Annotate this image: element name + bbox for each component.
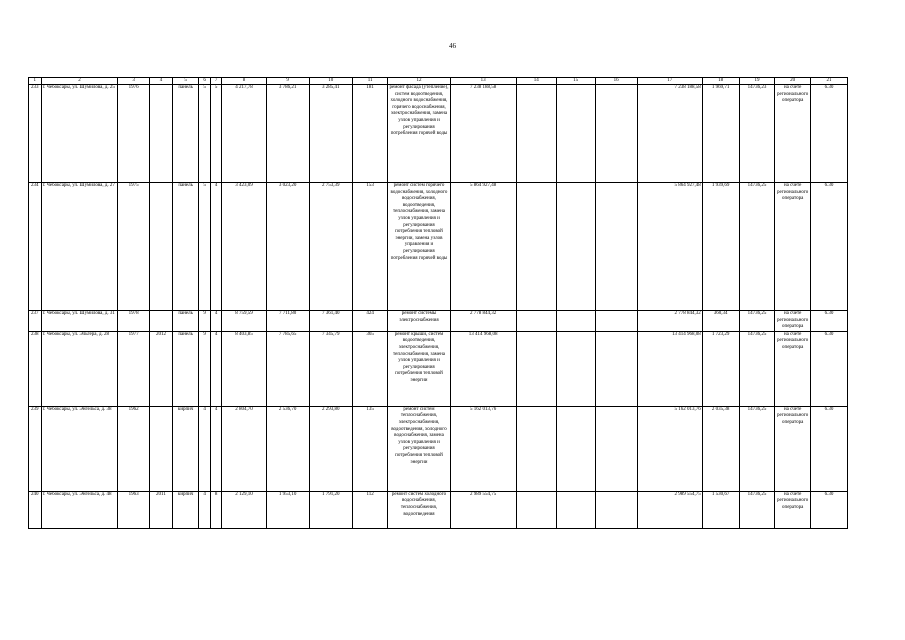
residents-cell: 424 [352, 311, 388, 332]
residential-area-cell: 3 023,20 [266, 183, 309, 311]
owned-area-cell: 1 791,20 [309, 491, 352, 528]
residential-area-cell: 7 785,65 [266, 331, 309, 406]
floors-cell: 9 [199, 311, 211, 332]
column-number: 16 [595, 78, 637, 85]
fund-cell: 7 238 188,58 [637, 85, 702, 183]
entrances-cell: 8 [210, 491, 222, 528]
column-number: 13 [450, 78, 516, 85]
cost-cell: 13 414 968,08 [450, 331, 516, 406]
owned-area-cell: 7 345,79 [309, 331, 352, 406]
empty-cell [556, 85, 595, 183]
limit-cost-cell: 14736,25 [739, 491, 775, 528]
empty-cell [556, 331, 595, 406]
residents-cell: 135 [352, 406, 388, 491]
funding-method-cell: на счете регионального оператора [775, 406, 811, 491]
row-number: 240 [29, 491, 42, 528]
works-cell: ремонт систем теплоснабжения, электроснабжения, водоотведения, холодного водоснабжения, замена узлов управления и регулирования потребления тепловой энергии [388, 406, 450, 491]
cost-per-m2-cell: 1 530,67 [702, 491, 739, 528]
column-number: 18 [702, 78, 739, 85]
fund-cell: 2 778 844,32 [637, 311, 702, 332]
deadline-cell: 6.30 [811, 491, 848, 528]
row-number: 239 [29, 406, 42, 491]
address-cell: г. Чебоксары, ул. Энгельса, д. 48 [41, 491, 118, 528]
column-number: 15 [556, 78, 595, 85]
empty-cell [516, 183, 556, 311]
empty-cell [516, 331, 556, 406]
empty-cell [595, 406, 637, 491]
floors-cell: 5 [199, 183, 211, 311]
table-row [29, 406, 848, 491]
deadline-cell: 6.30 [811, 183, 848, 311]
cost-per-m2-cell: 2 035,38 [702, 406, 739, 491]
year-reconstruction-cell [149, 85, 172, 183]
total-area-cell: 8 403,85 [222, 331, 266, 406]
total-area-cell: 2 129,10 [222, 491, 266, 528]
limit-cost-cell: 14736,25 [739, 406, 775, 491]
page-number: 46 [449, 42, 456, 50]
column-number: 20 [775, 78, 811, 85]
column-number: 7 [210, 78, 222, 85]
row-number: 234 [29, 183, 42, 311]
limit-cost-cell: 14736,23 [739, 85, 775, 183]
cost-cell: 7 238 188,58 [450, 85, 516, 183]
year-reconstruction-cell [149, 311, 172, 332]
deadline-cell: 6.30 [811, 311, 848, 332]
empty-cell [595, 491, 637, 528]
residents-cell: 153 [352, 183, 388, 311]
owned-area-cell: 2 753,39 [309, 183, 352, 311]
residents-cell: 112 [352, 491, 388, 528]
empty-cell [595, 311, 637, 332]
funding-method-cell: на счете регионального оператора [775, 85, 811, 183]
owned-area-cell: 7 361,40 [309, 311, 352, 332]
empty-cell [516, 491, 556, 528]
table-row [29, 85, 848, 183]
empty-cell [556, 183, 595, 311]
works-cell: ремонт систем холодного водоснабжения, теплоснабжения, водоотведения [388, 491, 450, 528]
residential-area-cell: 3 786,21 [266, 85, 309, 183]
funding-method-cell: на счете регионального оператора [775, 331, 811, 406]
year-built-cell: 1978 [118, 311, 150, 332]
year-reconstruction-cell [149, 406, 172, 491]
deadline-cell: 6.30 [811, 85, 848, 183]
year-reconstruction-cell: 2012 [149, 331, 172, 406]
works-cell: ремонт крыши, систем водоотведения, электроснабжения, теплоснабжения, замена узлов управления и регулирования потребления тепловой энергии [388, 331, 450, 406]
wall-material-cell: панель [173, 183, 199, 311]
column-number: 8 [222, 78, 266, 85]
year-built-cell: 1976 [118, 85, 150, 183]
column-number: 11 [352, 78, 388, 85]
column-number: 1 [29, 78, 42, 85]
fund-cell: 5 864 927,48 [637, 183, 702, 311]
empty-cell [516, 85, 556, 183]
works-cell: ремонт систем горячего водоснабжения, холодного водоснабжения, водоотведения, теплоснабжения, замена узлов управления и регулирования потребления тепловой энергии, замена узлов управления и регулирования потребления горячей воды [388, 183, 450, 311]
cost-per-m2-cell: 360,34 [702, 311, 739, 332]
table-row [29, 183, 848, 311]
column-number: 2 [41, 78, 118, 85]
column-number: 10 [309, 78, 352, 85]
residents-cell: 365 [352, 331, 388, 406]
capital-repair-table [28, 77, 848, 529]
table-header-row [29, 78, 848, 85]
total-area-cell: 8 759,59 [222, 311, 266, 332]
funding-method-cell: на счете регионального оператора [775, 183, 811, 311]
year-reconstruction-cell: 2011 [149, 491, 172, 528]
address-cell: г. Чебоксары, ул. Эльгера, д. 28 [41, 331, 118, 406]
residential-area-cell: 7 711,80 [266, 311, 309, 332]
year-built-cell: 1962 [118, 406, 150, 491]
row-number: 238 [29, 331, 42, 406]
year-built-cell: 1975 [118, 183, 150, 311]
column-number: 12 [388, 78, 450, 85]
limit-cost-cell: 14736,25 [739, 311, 775, 332]
address-cell: г. Чебоксары, ул. Энгельса, д. 38 [41, 406, 118, 491]
cost-cell: 2 778 844,32 [450, 311, 516, 332]
limit-cost-cell: 14736,25 [739, 183, 775, 311]
row-number: 237 [29, 311, 42, 332]
limit-cost-cell: 14736,25 [739, 331, 775, 406]
empty-cell [556, 406, 595, 491]
wall-material-cell: панель [173, 85, 199, 183]
wall-material-cell: панель [173, 331, 199, 406]
address-cell: г. Чебоксары, ул. Шумилова, д. 27 [41, 183, 118, 311]
entrances-cell: 5 [210, 85, 222, 183]
works-cell: ремонт фасада (утепление), систем водоотведения, холодного водоснабжения, горячего водоснабжения, электроснабжения, замена узлов управления и регулирования потребления горячей воды [388, 85, 450, 183]
cost-cell: 5 162 013,76 [450, 406, 516, 491]
column-number: 19 [739, 78, 775, 85]
fund-cell: 5 162 013,76 [637, 406, 702, 491]
address-cell: г. Чебоксары, ул. Шумилова, д. 25 [41, 85, 118, 183]
cost-cell: 5 864 927,48 [450, 183, 516, 311]
wall-material-cell: кирпич [173, 406, 199, 491]
empty-cell [516, 406, 556, 491]
residential-area-cell: 1 953,10 [266, 491, 309, 528]
entrances-cell: 4 [210, 183, 222, 311]
year-built-cell: 1963 [118, 491, 150, 528]
column-number: 6 [199, 78, 211, 85]
column-number: 21 [811, 78, 848, 85]
wall-material-cell: панель [173, 311, 199, 332]
total-area-cell: 2 804,70 [222, 406, 266, 491]
empty-cell [556, 491, 595, 528]
fund-cell: 2 989 554,75 [637, 491, 702, 528]
column-number: 9 [266, 78, 309, 85]
year-built-cell: 1977 [118, 331, 150, 406]
column-number: 17 [637, 78, 702, 85]
wall-material-cell: кирпич [173, 491, 199, 528]
empty-cell [556, 311, 595, 332]
cost-cell: 2 989 554,75 [450, 491, 516, 528]
cost-per-m2-cell: 1 723,29 [702, 331, 739, 406]
total-area-cell: 4 217,78 [222, 85, 266, 183]
empty-cell [595, 331, 637, 406]
residential-area-cell: 2 536,70 [266, 406, 309, 491]
floors-cell: 4 [199, 491, 211, 528]
address-cell: г. Чебоксары, ул. Шумилова, д. 31 [41, 311, 118, 332]
column-number: 5 [173, 78, 199, 85]
floors-cell: 4 [199, 406, 211, 491]
floors-cell: 5 [199, 85, 211, 183]
owned-area-cell: 3 285,41 [309, 85, 352, 183]
empty-cell [516, 311, 556, 332]
entrances-cell: 4 [210, 311, 222, 332]
column-number: 3 [118, 78, 150, 85]
entrances-cell: 4 [210, 406, 222, 491]
table-row [29, 491, 848, 528]
entrances-cell: 4 [210, 331, 222, 406]
total-area-cell: 3 423,09 [222, 183, 266, 311]
fund-cell: 13 414 968,08 [637, 331, 702, 406]
year-reconstruction-cell [149, 183, 172, 311]
cost-per-m2-cell: 1 969,71 [702, 85, 739, 183]
deadline-cell: 6.30 [811, 406, 848, 491]
column-number: 4 [149, 78, 172, 85]
works-cell: ремонт системы электроснабжения [388, 311, 450, 332]
residents-cell: 181 [352, 85, 388, 183]
funding-method-cell: на счете регионального оператора [775, 491, 811, 528]
deadline-cell: 6.30 [811, 331, 848, 406]
cost-per-m2-cell: 1 939,69 [702, 183, 739, 311]
empty-cell [595, 183, 637, 311]
funding-method-cell: на счете регионального оператора [775, 311, 811, 332]
column-number: 14 [516, 78, 556, 85]
floors-cell: 9 [199, 331, 211, 406]
table-row [29, 331, 848, 406]
row-number: 233 [29, 85, 42, 183]
owned-area-cell: 2 293,80 [309, 406, 352, 491]
table-row [29, 311, 848, 332]
empty-cell [595, 85, 637, 183]
